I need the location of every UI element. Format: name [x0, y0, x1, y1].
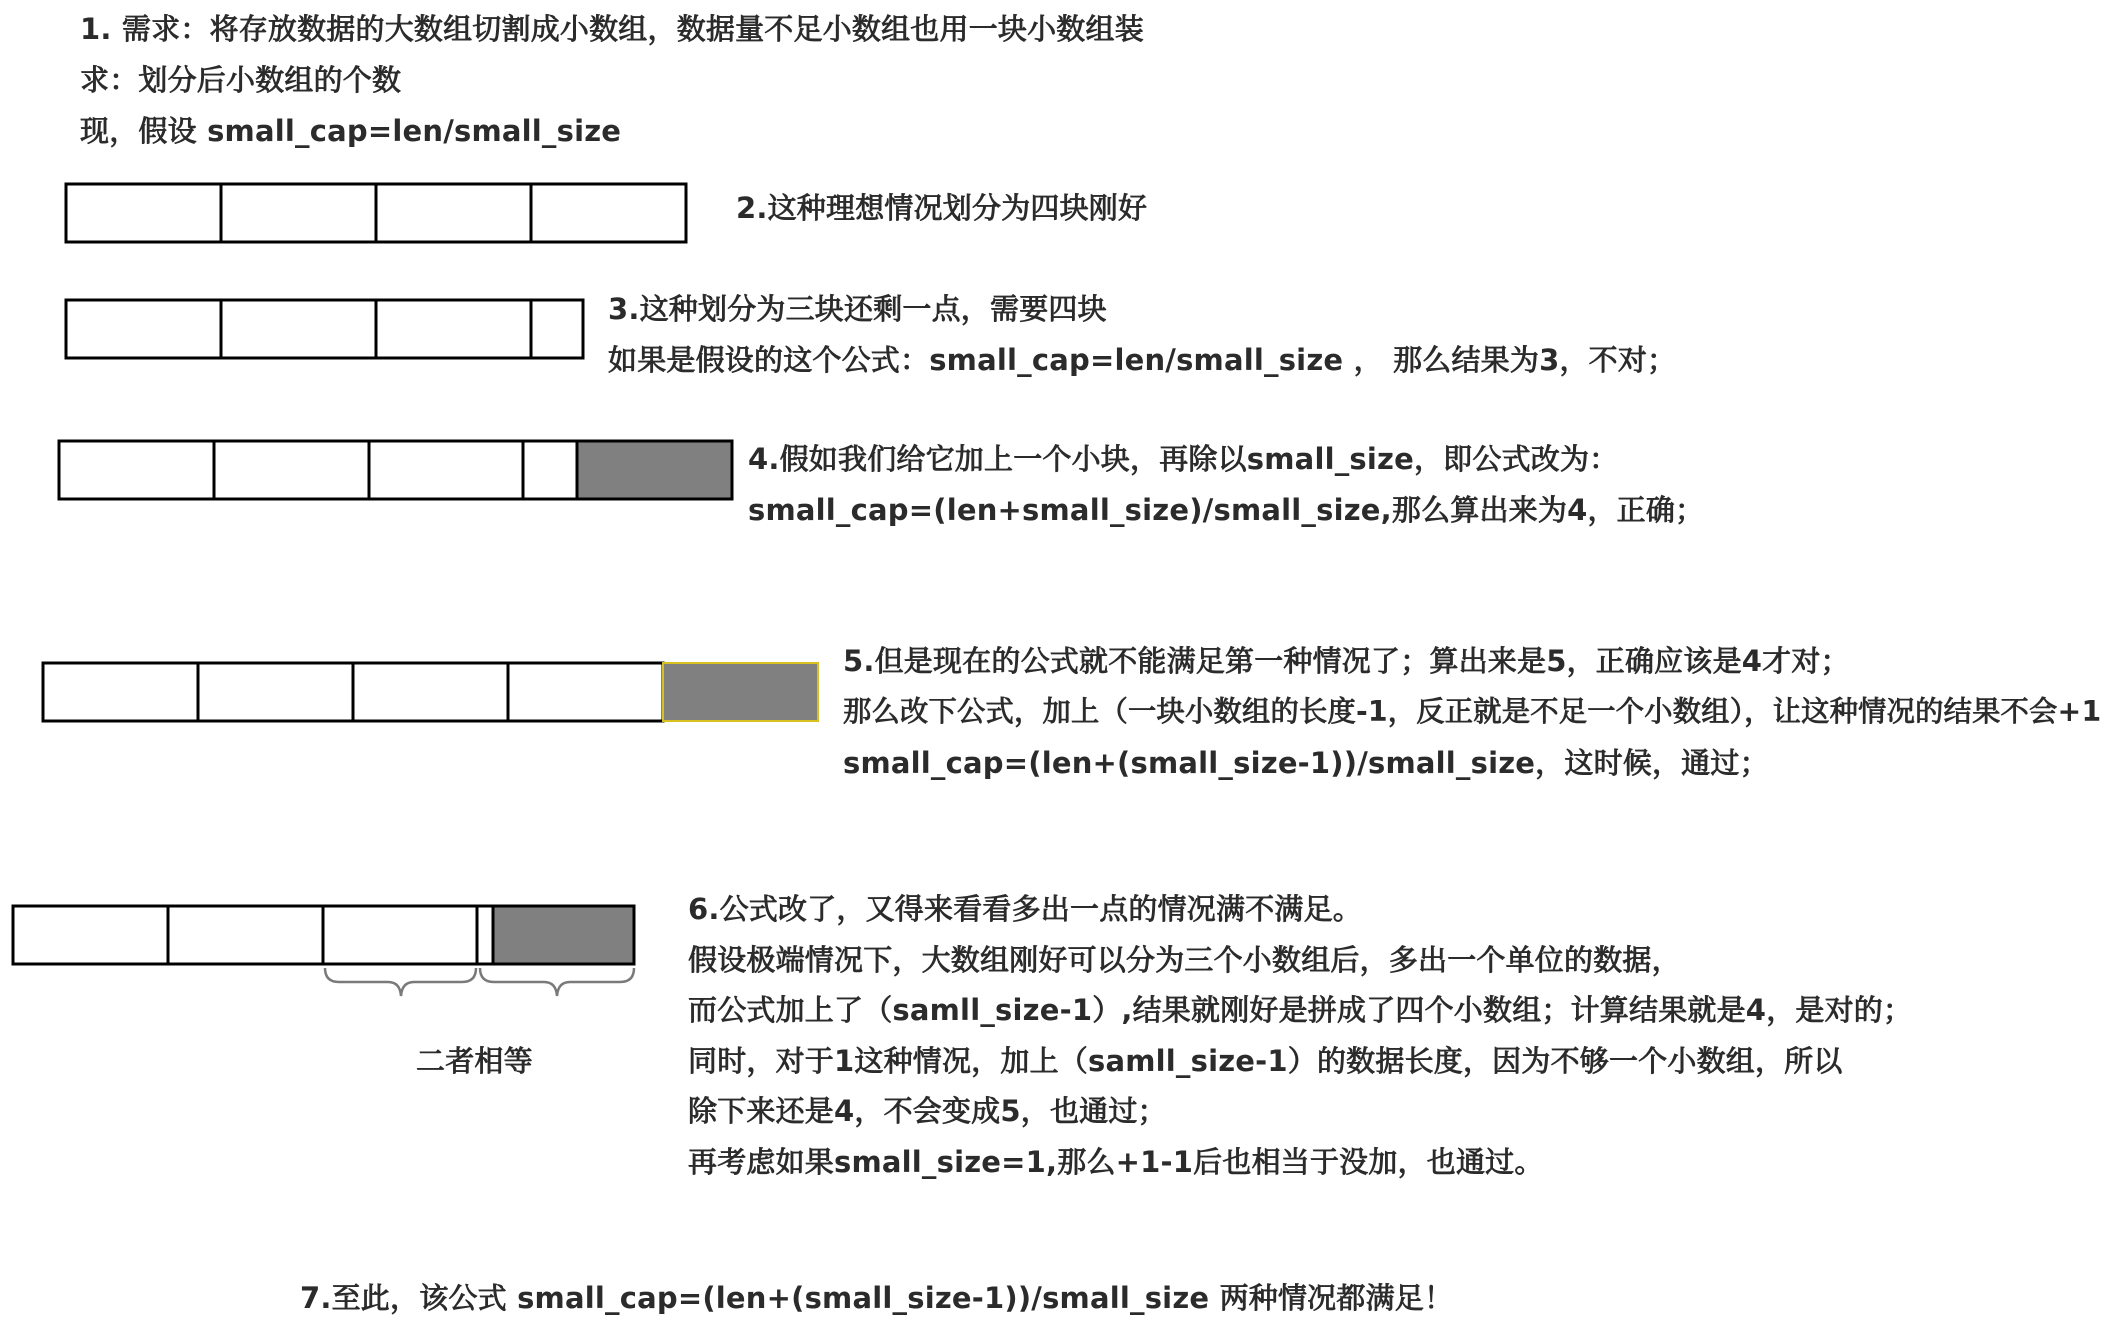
case2-text: 2.这种理想情况划分为四块刚好 — [736, 191, 1148, 225]
case6-line-4: 同时，对于1这种情况，加上（samll_size-1）的数据长度，因为不够一个小数组，所以 — [688, 1044, 1843, 1078]
row4-array — [43, 663, 818, 721]
row1-block-4 — [531, 184, 686, 242]
row4-block-2 — [198, 663, 353, 721]
row2-block-3 — [376, 300, 531, 358]
row1-block-2 — [221, 184, 376, 242]
row5-array — [13, 906, 634, 964]
row3-block-3 — [369, 441, 523, 499]
left-brace — [325, 968, 476, 996]
brace-label: 二者相等 — [416, 1044, 533, 1078]
row2-block-2 — [221, 300, 376, 358]
case6-line-3: 而公式加上了（samll_size-1）,结果就刚好是拼成了四个小数组；计算结果就是4，是对的； — [688, 993, 1913, 1027]
row5-block-2 — [168, 906, 323, 964]
case5-explain: 那么改下公式，加上（一块小数组的长度-1，反正就是不足一个小数组），让这种情况的结果不会+1 — [843, 695, 2102, 728]
right-brace — [480, 968, 634, 996]
case6-line-6: 再考虑如果small_size=1,那么+1-1后也相当于没加，也通过。 — [688, 1145, 1544, 1179]
row3-block-1 — [59, 441, 214, 499]
row5-unit — [477, 906, 493, 964]
row5-added-block — [493, 906, 634, 964]
row2-block-1 — [66, 300, 221, 358]
row4-added-block — [663, 663, 818, 721]
row3-remainder — [523, 441, 577, 499]
row2-remainder — [531, 300, 583, 358]
intro-goal: 求：划分后小数组的个数 — [80, 63, 402, 97]
case4-formula: small_cap=(len+small_size)/small_size,那么算出来为4，正确； — [748, 493, 1705, 527]
row4-block-4 — [508, 663, 663, 721]
row2-array — [66, 300, 583, 358]
row4-block-3 — [353, 663, 508, 721]
case3-title: 3.这种划分为三块还剩一点，需要四块 — [608, 292, 1107, 326]
row4-block-1 — [43, 663, 198, 721]
case4-title: 4.假如我们给它加上一个小块，再除以small_size，即公式改为： — [748, 442, 1619, 476]
intro-requirement: 1. 需求：将存放数据的大数组切割成小数组，数据量不足小数组也用一块小数组装 — [80, 12, 1144, 46]
case3-formula: 如果是假设的这个公式：small_cap=len/small_size ， 那么结果为3，不对； — [608, 343, 1677, 377]
case5-formula: small_cap=(len+(small_size-1))/small_size，这时候，通过； — [843, 746, 1769, 780]
row1-block-3 — [376, 184, 531, 242]
case6-title: 6.公式改了，又得来看看多出一点的情况满不满足。 — [688, 892, 1362, 926]
case5-title: 5.但是现在的公式就不能满足第一种情况了；算出来是5，正确应该是4才对； — [843, 644, 1850, 678]
row3-array — [59, 441, 732, 499]
row5-braces — [325, 968, 634, 996]
row5-block-3 — [323, 906, 477, 964]
case6-line-5: 除下来还是4，不会变成5，也通过； — [688, 1094, 1167, 1128]
row3-block-2 — [214, 441, 369, 499]
case6-line-2: 假设极端情况下，大数组刚好可以分为三个小数组后，多出一个单位的数据， — [688, 943, 1681, 977]
row1-array — [66, 184, 686, 242]
conclusion-text: 7.至此，该公式 small_cap=(len+(small_size-1))/small_size 两种情况都满足！ — [300, 1281, 1454, 1315]
intro-assumption: 现，假设 small_cap=len/small_size — [80, 114, 622, 148]
row5-block-1 — [13, 906, 168, 964]
row1-block-1 — [66, 184, 221, 242]
row3-added-block — [577, 441, 732, 499]
